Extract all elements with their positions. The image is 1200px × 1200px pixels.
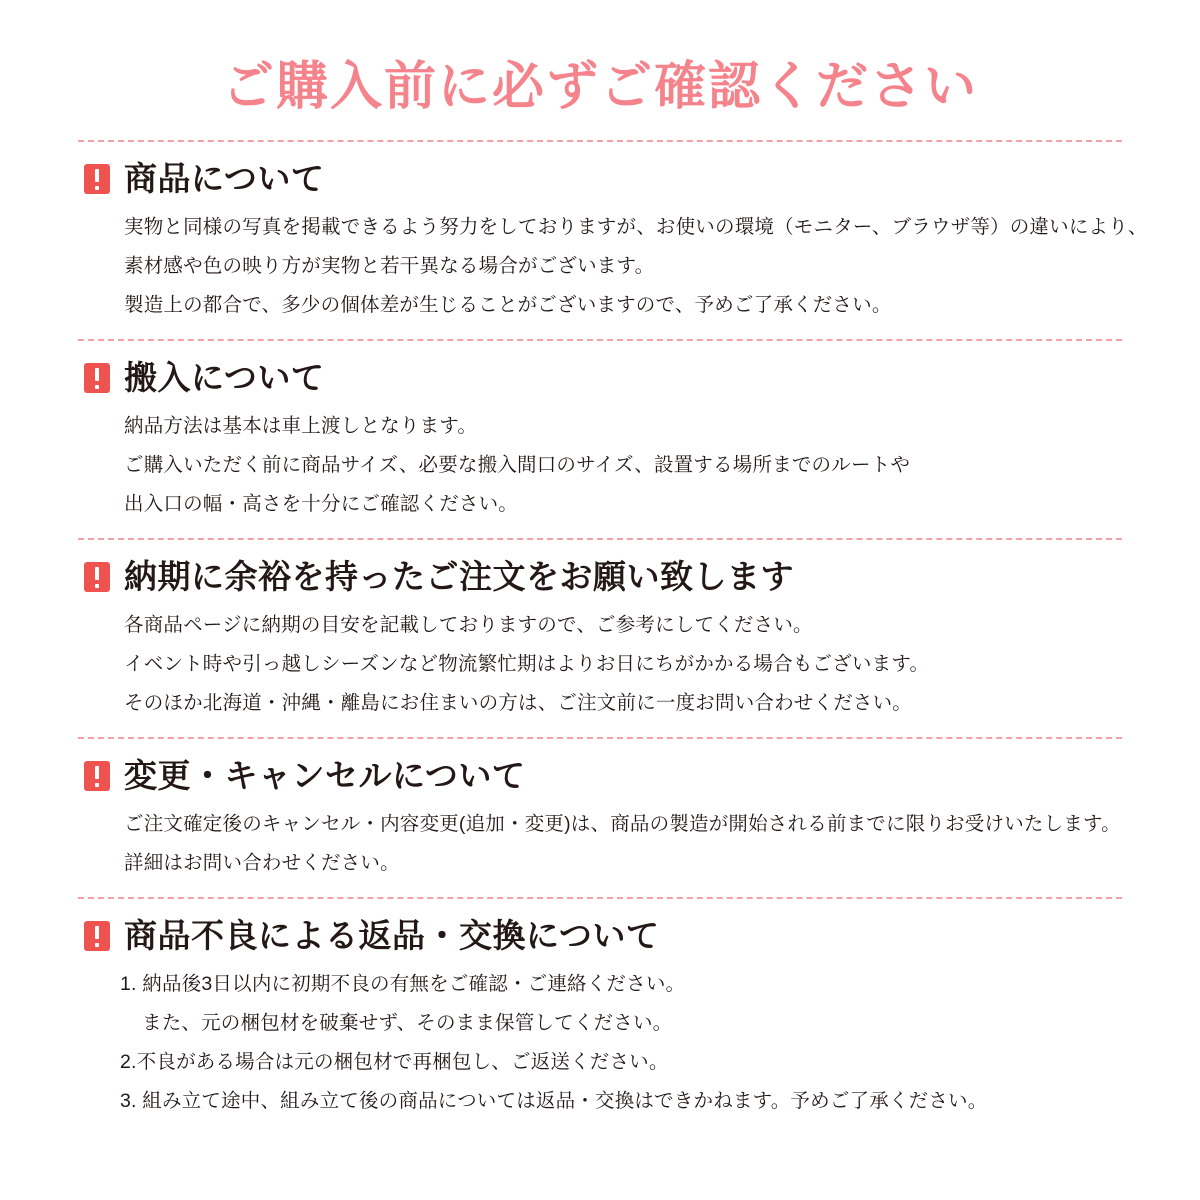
body-line: そのほか北海道・沖縄・離島にお住まいの方は、ご注文前に一度お問い合わせください。 xyxy=(124,692,913,715)
body-line: ご注文確定後のキャンセル・内容変更(追加・変更)は、商品の製造が開始される前までに限りお受けいたします。 xyxy=(124,813,1121,836)
section-cancellation xyxy=(78,739,1122,897)
section-returns xyxy=(78,899,1122,1135)
body-line: 実物と同様の写真を掲載できるよう努力をしておりますが、お使いの環境（モニター、ブラウザ等）の違いにより、 xyxy=(124,216,1148,239)
body-line: 1. 納品後3日以内に初期不良の有無をご確認・ご連絡ください。 xyxy=(120,973,686,996)
section-title: 商品について xyxy=(124,160,325,198)
section-delivery xyxy=(78,341,1122,538)
exclamation-mark-icon xyxy=(84,363,110,393)
section-header xyxy=(78,160,1122,198)
section-header xyxy=(78,359,1122,397)
section-header xyxy=(78,917,1122,955)
exclamation-mark-icon xyxy=(84,761,110,791)
section-title: 搬入について xyxy=(124,359,325,397)
section-body xyxy=(78,795,1122,883)
section-lead-time xyxy=(78,540,1122,737)
section-title: 変更・キャンセルについて xyxy=(124,757,526,795)
section-title: 商品不良による返品・交換について xyxy=(124,917,660,955)
section-body xyxy=(78,198,1148,325)
exclamation-mark-icon xyxy=(84,562,110,592)
body-line: また、元の梱包材を破棄せず、そのまま保管してください。 xyxy=(142,1012,673,1035)
body-line: 2.不良がある場合は元の梱包材で再梱包し、ご返送ください。 xyxy=(120,1051,669,1074)
section-body xyxy=(78,596,1122,723)
body-line: 納品方法は基本は車上渡しとなります。 xyxy=(124,415,478,438)
section-body xyxy=(78,955,1122,1121)
body-line: ご購入いただく前に商品サイズ、必要な搬入間口のサイズ、設置する場所までのルートや xyxy=(124,454,911,477)
body-line: 製造上の都合で、多少の個体差が生じることがございますので、予めご了承ください。 xyxy=(124,294,892,317)
body-line: 3. 組み立て途中、組み立て後の商品については返品・交換はできかねます。予めご了承ください。 xyxy=(120,1090,988,1113)
body-line: 出入口の幅・高さを十分にご確認ください。 xyxy=(124,493,519,516)
section-title: 納期に余裕を持ったご注文をお願い致します xyxy=(124,558,794,596)
section-header xyxy=(78,757,1122,795)
section-body xyxy=(78,397,1122,524)
body-line: 詳細はお問い合わせください。 xyxy=(124,852,400,875)
exclamation-mark-icon xyxy=(84,921,110,951)
body-line: 各商品ページに納期の目安を記載しておりますので、ご参考にしてください。 xyxy=(124,614,813,637)
section-product xyxy=(78,142,1148,339)
exclamation-mark-icon xyxy=(84,164,110,194)
section-header xyxy=(78,558,1122,596)
page-title: ご購入前に必ずご確認ください xyxy=(221,58,978,116)
body-line: 素材感や色の映り方が実物と若干異なる場合がございます。 xyxy=(124,255,655,278)
body-line: イベント時や引っ越しシーズンなど物流繁忙期はよりお日にちがかかる場合もございます。 xyxy=(124,653,930,676)
